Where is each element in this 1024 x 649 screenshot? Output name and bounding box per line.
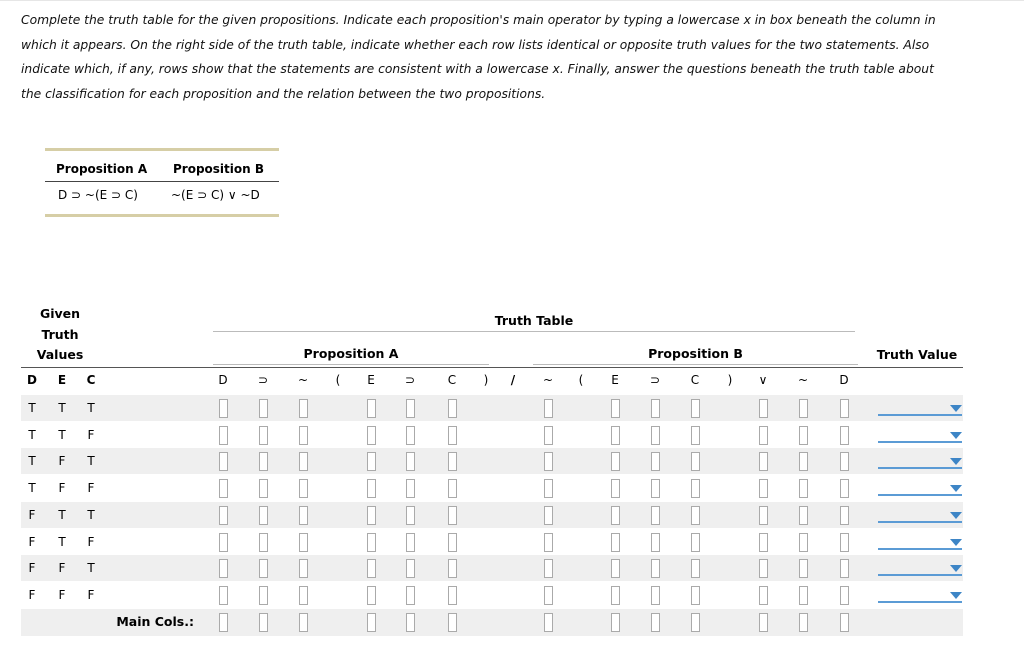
- truth-value-input[interactable]: [840, 533, 849, 552]
- truth-value-input[interactable]: [691, 586, 700, 605]
- truth-value-input[interactable]: [448, 399, 457, 418]
- truth-value-input[interactable]: [611, 452, 620, 471]
- truth-value-input[interactable]: [259, 533, 268, 552]
- truth-value-input[interactable]: [759, 506, 768, 525]
- truth-value-input[interactable]: [299, 506, 308, 525]
- column-symbol-header: C: [447, 373, 457, 387]
- truth-value-input[interactable]: [259, 426, 268, 445]
- truth-value-input[interactable]: [691, 426, 700, 445]
- chevron-down-icon: [950, 592, 962, 599]
- proposition-b-column-title: Proposition B: [648, 346, 743, 361]
- proposition-b-underline: [533, 364, 858, 365]
- truth-value-input[interactable]: [448, 559, 457, 578]
- truth-value-dropdown[interactable]: [878, 534, 962, 550]
- truth-value-input[interactable]: [448, 506, 457, 525]
- truth-value-title: Truth Value: [876, 347, 958, 362]
- truth-value-input[interactable]: [759, 533, 768, 552]
- main-column-input[interactable]: [544, 613, 553, 632]
- truth-value-input[interactable]: [611, 559, 620, 578]
- proposition-b-label: Proposition B: [173, 162, 265, 176]
- propositions-divider: [45, 181, 279, 182]
- chevron-down-icon: [950, 539, 962, 546]
- given-value-d: T: [28, 401, 36, 415]
- truth-value-input[interactable]: [799, 426, 808, 445]
- given-value-e: F: [58, 561, 66, 575]
- column-symbol-header: ~: [542, 373, 554, 387]
- truth-value-input[interactable]: [691, 452, 700, 471]
- given-value-d: T: [28, 481, 36, 495]
- dropdown-underline: [878, 601, 962, 603]
- header-divider: [21, 367, 963, 368]
- truth-value-input[interactable]: [840, 426, 849, 445]
- given-value-c: T: [87, 561, 95, 575]
- truth-value-input[interactable]: [367, 426, 376, 445]
- truth-value-input[interactable]: [219, 586, 228, 605]
- truth-value-input[interactable]: [299, 559, 308, 578]
- column-symbol-header: (: [578, 373, 584, 387]
- column-symbol-header: D: [218, 373, 228, 387]
- main-column-input[interactable]: [219, 613, 228, 632]
- truth-value-input[interactable]: [219, 506, 228, 525]
- truth-value-input[interactable]: [799, 479, 808, 498]
- truth-value-input[interactable]: [544, 426, 553, 445]
- truth-value-input[interactable]: [759, 399, 768, 418]
- truth-value-input[interactable]: [299, 479, 308, 498]
- truth-value-input[interactable]: [259, 559, 268, 578]
- chevron-down-icon: [950, 512, 962, 519]
- column-symbol-header: ∨: [758, 373, 768, 387]
- dropdown-underline: [878, 494, 962, 496]
- column-symbol-header: ): [483, 373, 489, 387]
- truth-value-input[interactable]: [406, 586, 415, 605]
- given-value-c: F: [87, 428, 95, 442]
- given-truth-values-label: Given Truth Values: [36, 306, 84, 362]
- dropdown-underline: [878, 467, 962, 469]
- truth-value-input[interactable]: [611, 479, 620, 498]
- truth-value-dropdown[interactable]: [878, 453, 962, 469]
- truth-value-input[interactable]: [759, 452, 768, 471]
- truth-value-input[interactable]: [367, 586, 376, 605]
- truth-value-input[interactable]: [759, 479, 768, 498]
- truth-value-input[interactable]: [299, 426, 308, 445]
- proposition-a-formula: D ⊃ ~(E ⊃ C): [58, 188, 138, 202]
- instructions-text: Complete the truth table for the given propositions. Indicate each proposition's main operator by typing a lowercase x in box beneath the column in which it appears. On the right side of the truth table, indicate whether each row lists identical or opposite truth values for the two statements. Also indicate which, if any, rows show that the statements are consistent with a lowercase x. Finally, answer the questions beneath the truth table about the classification for each proposition and the relation between the two propositions.: [21, 13, 936, 101]
- row-background: [21, 475, 963, 501]
- propositions-top-bar: [45, 148, 279, 151]
- truth-value-input[interactable]: [651, 479, 660, 498]
- given-value-d: F: [28, 535, 36, 549]
- main-column-input[interactable]: [299, 613, 308, 632]
- truth-value-input[interactable]: [799, 506, 808, 525]
- truth-value-input[interactable]: [651, 559, 660, 578]
- dropdown-underline: [878, 574, 962, 576]
- chevron-down-icon: [950, 485, 962, 492]
- truth-value-input[interactable]: [759, 426, 768, 445]
- proposition-b-formula: ~(E ⊃ C) ∨ ~D: [171, 188, 260, 202]
- truth-value-input[interactable]: [611, 533, 620, 552]
- truth-value-input[interactable]: [759, 586, 768, 605]
- main-column-input[interactable]: [406, 613, 415, 632]
- truth-value-input[interactable]: [299, 452, 308, 471]
- truth-value-input[interactable]: [544, 452, 553, 471]
- truth-value-input[interactable]: [611, 586, 620, 605]
- truth-value-input[interactable]: [840, 506, 849, 525]
- truth-value-input[interactable]: [406, 399, 415, 418]
- truth-value-input[interactable]: [367, 452, 376, 471]
- truth-value-input[interactable]: [219, 533, 228, 552]
- row-background: [21, 395, 963, 421]
- given-value-e: T: [58, 535, 66, 549]
- dropdown-underline: [878, 414, 962, 416]
- chevron-down-icon: [950, 458, 962, 465]
- row-background: [21, 502, 963, 528]
- truth-value-input[interactable]: [840, 479, 849, 498]
- truth-value-dropdown[interactable]: [878, 560, 962, 576]
- truth-value-input[interactable]: [406, 533, 415, 552]
- dropdown-underline: [878, 548, 962, 550]
- given-value-e: T: [58, 428, 66, 442]
- main-column-input[interactable]: [367, 613, 376, 632]
- truth-value-input[interactable]: [406, 426, 415, 445]
- truth-value-input[interactable]: [219, 426, 228, 445]
- given-value-d: F: [28, 561, 36, 575]
- truth-value-input[interactable]: [544, 506, 553, 525]
- truth-value-input[interactable]: [259, 586, 268, 605]
- truth-value-input[interactable]: [759, 559, 768, 578]
- proposition-a-column-title: Proposition A: [303, 346, 399, 361]
- column-symbol-header: ⊃: [257, 373, 269, 387]
- truth-value-input[interactable]: [448, 479, 457, 498]
- given-header-d: D: [27, 373, 37, 387]
- truth-value-input[interactable]: [367, 506, 376, 525]
- given-value-e: T: [58, 508, 66, 522]
- truth-value-input[interactable]: [299, 399, 308, 418]
- truth-value-input[interactable]: [219, 479, 228, 498]
- given-header-c: C: [86, 373, 96, 387]
- truth-value-dropdown[interactable]: [878, 507, 962, 523]
- given-value-c: T: [87, 454, 95, 468]
- main-column-input[interactable]: [799, 613, 808, 632]
- given-value-d: F: [28, 508, 36, 522]
- truth-value-input[interactable]: [448, 452, 457, 471]
- main-column-input[interactable]: [611, 613, 620, 632]
- truth-value-input[interactable]: [219, 399, 228, 418]
- truth-value-input[interactable]: [406, 479, 415, 498]
- column-symbol-header: ⊃: [404, 373, 416, 387]
- truth-value-input[interactable]: [691, 506, 700, 525]
- column-symbol-header: ⊃: [649, 373, 661, 387]
- propositions-box: [45, 148, 279, 218]
- given-value-d: T: [28, 428, 36, 442]
- given-value-c: F: [87, 588, 95, 602]
- truth-value-input[interactable]: [448, 533, 457, 552]
- truth-value-input[interactable]: [651, 586, 660, 605]
- chevron-down-icon: [950, 565, 962, 572]
- column-symbol-header: /: [510, 373, 516, 387]
- row-background: [21, 529, 963, 555]
- truth-value-input[interactable]: [691, 559, 700, 578]
- dropdown-underline: [878, 521, 962, 523]
- main-column-input[interactable]: [651, 613, 660, 632]
- truth-value-dropdown[interactable]: [878, 400, 962, 416]
- proposition-a-underline: [213, 364, 489, 365]
- truth-value-input[interactable]: [544, 479, 553, 498]
- truth-value-input[interactable]: [406, 506, 415, 525]
- given-value-c: T: [87, 508, 95, 522]
- truth-value-input[interactable]: [219, 559, 228, 578]
- truth-value-input[interactable]: [651, 426, 660, 445]
- truth-value-input[interactable]: [651, 533, 660, 552]
- given-value-c: T: [87, 401, 95, 415]
- truth-value-input[interactable]: [367, 399, 376, 418]
- given-value-d: F: [28, 588, 36, 602]
- given-value-e: F: [58, 588, 66, 602]
- main-column-input[interactable]: [840, 613, 849, 632]
- truth-value-input[interactable]: [544, 399, 553, 418]
- truth-value-input[interactable]: [611, 506, 620, 525]
- truth-value-input[interactable]: [406, 559, 415, 578]
- given-value-e: F: [58, 454, 66, 468]
- given-value-d: T: [28, 454, 36, 468]
- truth-value-input[interactable]: [651, 452, 660, 471]
- row-background: [21, 448, 963, 474]
- column-symbol-header: ): [727, 373, 733, 387]
- truth-value-input[interactable]: [840, 586, 849, 605]
- main-cols-label: Main Cols.:: [116, 614, 194, 629]
- main-column-input[interactable]: [691, 613, 700, 632]
- truth-value-input[interactable]: [448, 426, 457, 445]
- truth-value-input[interactable]: [259, 452, 268, 471]
- truth-value-input[interactable]: [259, 479, 268, 498]
- given-value-c: F: [87, 535, 95, 549]
- truth-value-input[interactable]: [651, 506, 660, 525]
- column-symbol-header: D: [839, 373, 849, 387]
- truth-value-dropdown[interactable]: [878, 427, 962, 443]
- truth-value-input[interactable]: [691, 533, 700, 552]
- truth-value-input[interactable]: [299, 586, 308, 605]
- truth-value-input[interactable]: [611, 399, 620, 418]
- truth-table-title: Truth Table: [494, 313, 574, 328]
- row-background: [21, 582, 963, 608]
- truth-value-input[interactable]: [799, 399, 808, 418]
- truth-value-input[interactable]: [406, 452, 415, 471]
- truth-value-input[interactable]: [840, 452, 849, 471]
- truth-value-input[interactable]: [259, 506, 268, 525]
- main-column-input[interactable]: [759, 613, 768, 632]
- propositions-bottom-bar: [45, 214, 279, 217]
- truth-value-input[interactable]: [448, 586, 457, 605]
- truth-value-input[interactable]: [544, 533, 553, 552]
- truth-value-input[interactable]: [611, 426, 620, 445]
- truth-value-input[interactable]: [799, 452, 808, 471]
- truth-value-input[interactable]: [799, 586, 808, 605]
- truth-value-input[interactable]: [299, 533, 308, 552]
- truth-value-input[interactable]: [259, 399, 268, 418]
- truth-value-input[interactable]: [691, 479, 700, 498]
- truth-value-input[interactable]: [799, 533, 808, 552]
- truth-value-input[interactable]: [691, 399, 700, 418]
- column-symbol-header: (: [335, 373, 341, 387]
- top-divider: [0, 0, 1024, 1]
- truth-table-title-line: [213, 331, 855, 332]
- truth-value-dropdown[interactable]: [878, 480, 962, 496]
- truth-value-input[interactable]: [544, 586, 553, 605]
- truth-value-dropdown[interactable]: [878, 587, 962, 603]
- given-value-e: T: [58, 401, 66, 415]
- chevron-down-icon: [950, 405, 962, 412]
- column-symbol-header: ~: [797, 373, 809, 387]
- truth-value-input[interactable]: [799, 559, 808, 578]
- truth-value-input[interactable]: [367, 533, 376, 552]
- given-value-c: F: [87, 481, 95, 495]
- row-background: [21, 422, 963, 448]
- row-background: [21, 555, 963, 581]
- truth-value-input[interactable]: [544, 559, 553, 578]
- column-symbol-header: ~: [297, 373, 309, 387]
- column-symbol-header: E: [367, 373, 375, 387]
- truth-value-input[interactable]: [367, 479, 376, 498]
- truth-value-input[interactable]: [367, 559, 376, 578]
- main-column-input[interactable]: [448, 613, 457, 632]
- proposition-a-label: Proposition A: [56, 162, 148, 176]
- column-symbol-header: E: [611, 373, 619, 387]
- column-symbol-header: C: [690, 373, 700, 387]
- given-header-e: E: [57, 373, 67, 387]
- dropdown-underline: [878, 441, 962, 443]
- given-value-e: F: [58, 481, 66, 495]
- truth-value-input[interactable]: [651, 399, 660, 418]
- truth-value-input[interactable]: [840, 399, 849, 418]
- main-column-input[interactable]: [259, 613, 268, 632]
- chevron-down-icon: [950, 432, 962, 439]
- truth-value-input[interactable]: [219, 452, 228, 471]
- truth-value-input[interactable]: [840, 559, 849, 578]
